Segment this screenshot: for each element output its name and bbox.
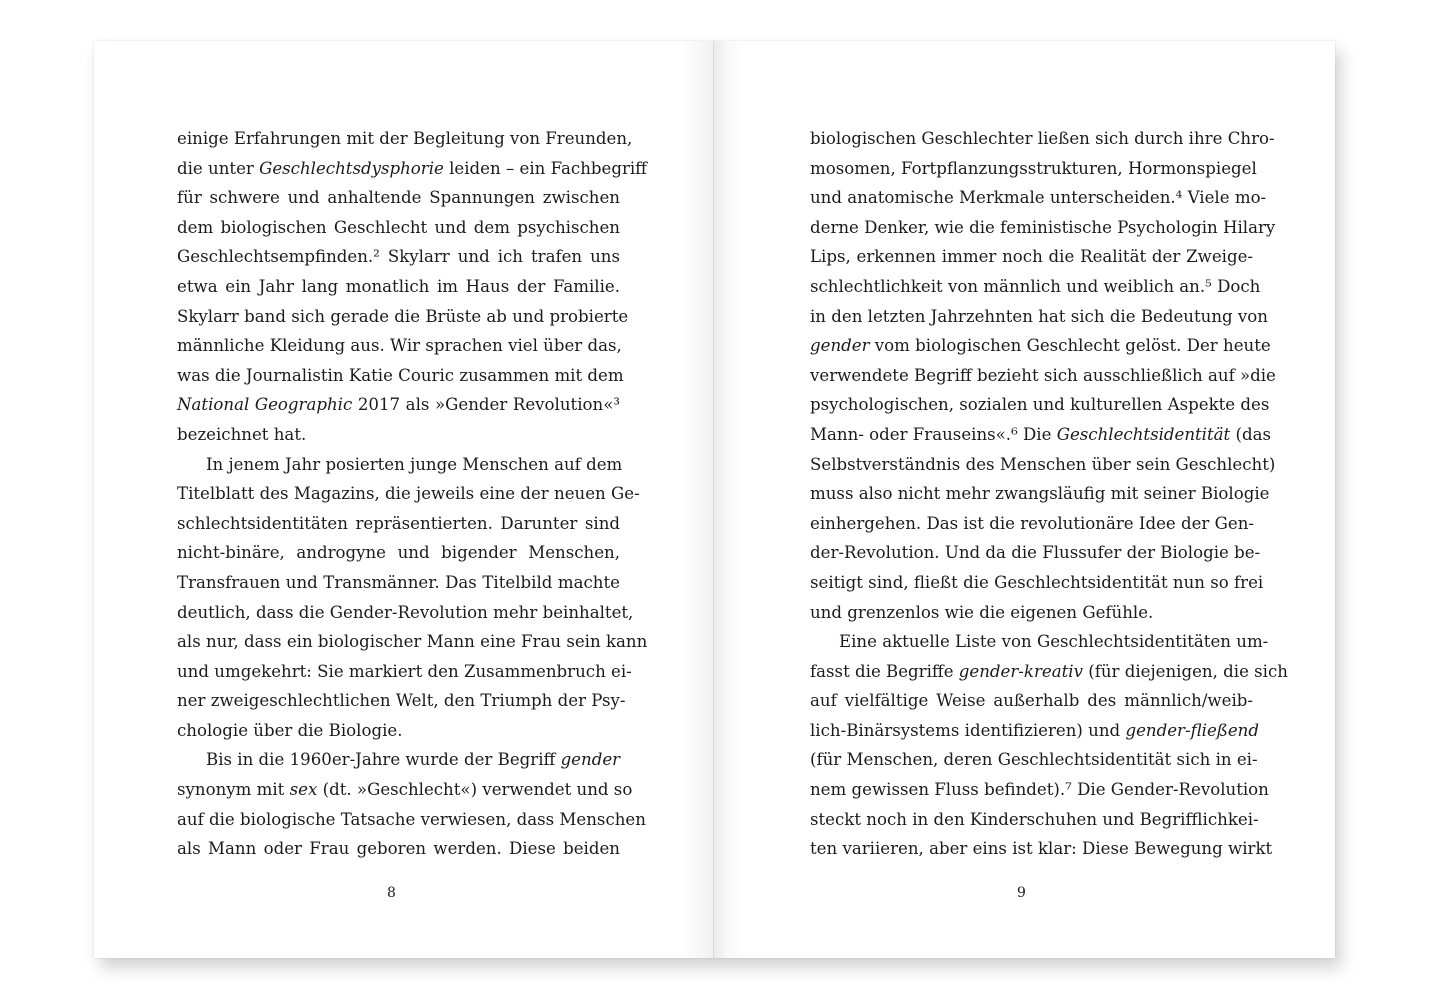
text-line bbox=[810, 538, 1261, 568]
text-line bbox=[177, 361, 624, 391]
text-segment: Skylarr band sich gerade die Brüste ab und probierte bbox=[177, 306, 629, 326]
text-segment: chologie über die Biologie. bbox=[177, 720, 403, 740]
text-segment: Geschlechtsempfinden.² Skylarr und ich trafen uns bbox=[177, 247, 620, 267]
right-page bbox=[714, 41, 1335, 958]
text-segment: (das bbox=[1230, 424, 1272, 444]
text-segment: auf die biologische Tatsache verwiesen, dass Menschen bbox=[177, 809, 646, 829]
text-segment: Transfrauen und Transmänner. Das Titelbild machte bbox=[177, 572, 620, 592]
text-segment: derne Denker, wie die feministische Psychologin Hilary bbox=[810, 217, 1276, 237]
text-line bbox=[810, 568, 1264, 598]
text-line bbox=[810, 124, 1275, 154]
italic-term: National Geographic bbox=[177, 395, 353, 415]
text-line bbox=[810, 805, 1259, 835]
text-line bbox=[177, 479, 640, 509]
text-line bbox=[177, 331, 620, 361]
text-line bbox=[177, 124, 633, 154]
text-segment: muss also nicht mehr zwangsläufig mit seiner Biologie bbox=[810, 484, 1270, 504]
text-line bbox=[810, 213, 1276, 243]
left-page-text bbox=[177, 124, 648, 864]
book-spread bbox=[94, 41, 1335, 958]
text-line bbox=[810, 242, 1253, 272]
text-segment: (für diejenigen, die sich bbox=[1082, 661, 1288, 681]
text-segment: nicht-binäre, androgyne und bigender Menschen, bbox=[177, 543, 620, 563]
italic-term: gender bbox=[560, 750, 621, 770]
italic-term: gender-fließend bbox=[1125, 720, 1259, 740]
text-segment: fasst die Begriffe bbox=[810, 661, 959, 681]
text-line bbox=[177, 390, 620, 420]
text-segment: was die Journalistin Katie Couric zusammen mit dem bbox=[177, 365, 624, 385]
text-line bbox=[810, 450, 1276, 480]
text-line bbox=[177, 568, 620, 598]
text-line bbox=[810, 361, 1276, 391]
text-line bbox=[810, 834, 1273, 864]
text-line bbox=[810, 154, 1257, 184]
text-line bbox=[177, 834, 620, 864]
text-segment: schlechtsidentitäten repräsentierten. Darunter sind bbox=[177, 513, 620, 533]
text-segment: psychologischen, sozialen und kulturellen Aspekte des bbox=[810, 395, 1270, 415]
text-line bbox=[177, 242, 620, 272]
text-segment: für schwere und anhaltende Spannungen zwischen bbox=[177, 188, 620, 208]
text-segment: auf vielfältige Weise außerhalb des männlich/weib- bbox=[810, 691, 1253, 711]
text-line bbox=[177, 775, 633, 805]
text-segment: in den letzten Jahrzehnten hat sich die Bedeutung von bbox=[810, 306, 1268, 326]
text-segment: biologischen Geschlechter ließen sich durch ihre Chro- bbox=[810, 129, 1275, 148]
text-segment: männliche Kleidung aus. Wir sprachen viel über das, bbox=[177, 336, 622, 356]
text-segment: und anatomische Merkmale unterscheiden.⁴ Viele mo- bbox=[810, 188, 1267, 208]
text-segment: Bis in die 1960er-Jahre wurde der Begriff bbox=[206, 750, 561, 770]
text-line bbox=[810, 745, 1258, 775]
text-line bbox=[810, 509, 1253, 539]
text-segment: schlechtlichkeit von männlich und weiblich an.⁵ Doch bbox=[810, 276, 1261, 296]
text-line bbox=[177, 272, 620, 302]
text-segment: ten variieren, aber eins ist klar: Diese Bewegung wirkt bbox=[810, 839, 1273, 859]
text-line bbox=[810, 686, 1253, 716]
text-line bbox=[810, 420, 1272, 450]
text-line bbox=[177, 509, 620, 539]
text-segment: (für Menschen, deren Geschlechtsidentität sich in ei- bbox=[810, 750, 1258, 770]
text-segment: synonym mit bbox=[177, 780, 290, 800]
italic-term: Geschlechtsidentität bbox=[1056, 424, 1231, 444]
text-segment: ner zweigeschlechtlichen Welt, den Triumph der Psy- bbox=[177, 691, 626, 711]
text-line bbox=[810, 331, 1271, 361]
page-number-right: 9 bbox=[1017, 885, 1026, 901]
text-line bbox=[177, 686, 626, 716]
right-page-text bbox=[810, 124, 1288, 864]
text-segment: der-Revolution. Und da die Flussufer der Biologie be- bbox=[810, 543, 1261, 563]
text-line bbox=[177, 213, 620, 243]
text-line bbox=[810, 183, 1267, 213]
text-line bbox=[810, 598, 1253, 628]
text-segment: (dt. »Geschlecht«) verwendet und so bbox=[317, 780, 633, 800]
text-line bbox=[177, 183, 620, 213]
text-line bbox=[177, 302, 629, 332]
text-line bbox=[177, 716, 620, 746]
text-line bbox=[177, 538, 620, 568]
italic-term: gender-kreativ bbox=[958, 661, 1083, 681]
text-segment: als nur, dass ein biologischer Mann eine Frau sein kann bbox=[177, 632, 648, 652]
text-segment: Eine aktuelle Liste von Geschlechtsidentitäten um- bbox=[839, 632, 1269, 652]
text-line bbox=[177, 805, 646, 835]
text-line bbox=[177, 154, 647, 184]
text-segment: die unter bbox=[177, 158, 260, 178]
text-segment: leiden – ein Fachbegriff bbox=[443, 158, 647, 178]
text-segment: und umgekehrt: Sie markiert den Zusammenbruch ei- bbox=[177, 661, 632, 681]
text-segment: Selbstverständnis des Menschen über sein Geschlecht) bbox=[810, 454, 1276, 474]
text-line bbox=[177, 598, 634, 628]
text-segment: vom biologischen Geschlecht gelöst. Der heute bbox=[869, 336, 1271, 356]
text-segment: mosomen, Fortpflanzungsstrukturen, Hormonspiegel bbox=[810, 158, 1257, 178]
text-segment: dem biologischen Geschlecht und dem psychischen bbox=[177, 217, 620, 237]
text-line bbox=[810, 479, 1270, 509]
text-segment: steckt noch in den Kinderschuhen und Begrifflichkei- bbox=[810, 809, 1259, 829]
text-segment: Lips, erkennen immer noch die Realität der Zweige- bbox=[810, 247, 1253, 267]
page-number-left: 8 bbox=[387, 885, 396, 901]
text-line bbox=[810, 657, 1288, 687]
text-line bbox=[810, 627, 1269, 657]
text-segment: In jenem Jahr posierten junge Menschen auf dem bbox=[206, 454, 623, 474]
italic-term: gender bbox=[810, 336, 870, 356]
text-line bbox=[810, 716, 1259, 746]
text-segment: einige Erfahrungen mit der Begleitung von Freunden, bbox=[177, 129, 633, 148]
text-line bbox=[810, 390, 1270, 420]
text-segment: und grenzenlos wie die eigenen Gefühle. bbox=[810, 602, 1154, 622]
text-line bbox=[177, 627, 648, 657]
text-segment: verwendete Begriff bezieht sich ausschließlich auf »die bbox=[810, 365, 1276, 385]
text-segment: als Mann oder Frau geboren werden. Diese beiden bbox=[177, 839, 620, 859]
text-segment: 2017 als »Gender Revolution«³ bbox=[352, 395, 620, 415]
text-segment: einhergehen. Das ist die revolutionäre Idee der Gen- bbox=[810, 513, 1255, 533]
text-segment: lich-Binärsystems identifizieren) und bbox=[810, 720, 1126, 740]
text-segment: nem gewissen Fluss befindet).⁷ Die Gender-Revolution bbox=[810, 780, 1269, 800]
text-line bbox=[810, 272, 1261, 302]
text-line bbox=[177, 450, 623, 480]
text-segment: bezeichnet hat. bbox=[177, 424, 307, 444]
text-line bbox=[810, 302, 1268, 332]
text-segment: seitigt sind, fließt die Geschlechtsidentität nun so frei bbox=[810, 572, 1264, 592]
text-line bbox=[810, 775, 1269, 805]
text-segment: etwa ein Jahr lang monatlich im Haus der Familie. bbox=[177, 276, 620, 296]
text-segment: Titelblatt des Magazins, die jeweils eine der neuen Ge- bbox=[177, 484, 640, 504]
italic-term: Geschlechtsdysphorie bbox=[259, 158, 444, 178]
text-segment: Mann- oder Frauseins«.⁶ Die bbox=[810, 424, 1057, 444]
text-segment: deutlich, dass die Gender-Revolution mehr beinhaltet, bbox=[177, 602, 634, 622]
text-line bbox=[177, 420, 620, 450]
left-page bbox=[94, 41, 714, 958]
italic-term: sex bbox=[289, 780, 318, 800]
text-line bbox=[177, 657, 632, 687]
text-line bbox=[177, 745, 620, 775]
